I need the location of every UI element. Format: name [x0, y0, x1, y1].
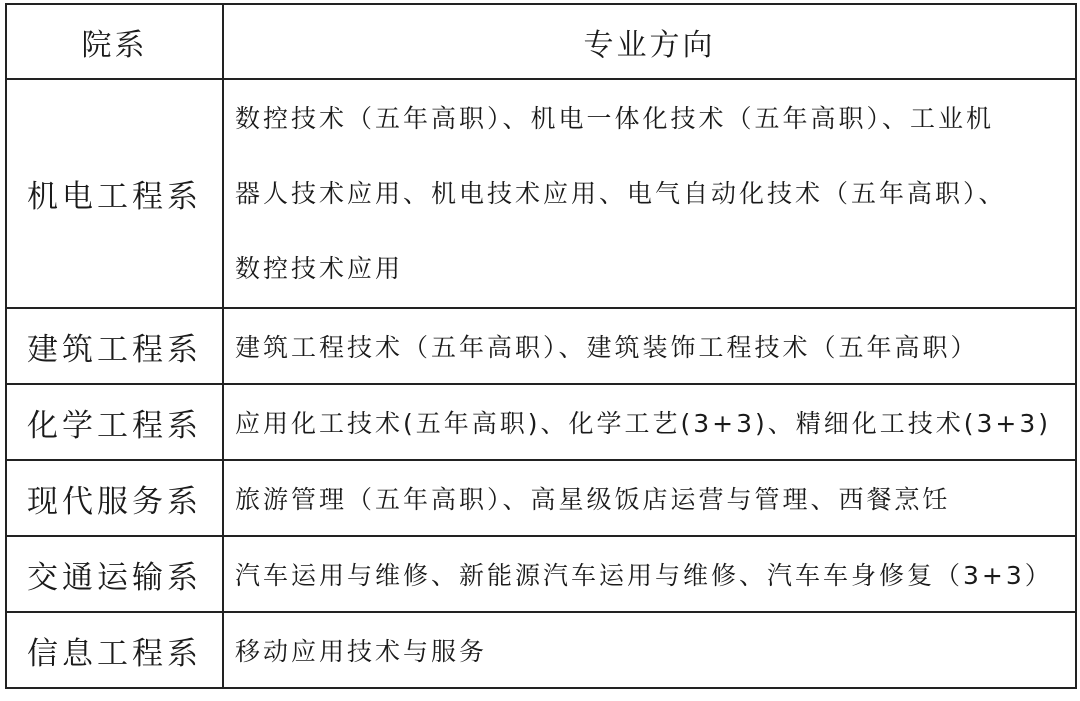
table-row: [6, 308, 1076, 384]
majors-cell: [223, 79, 1076, 308]
majors-cell: 汽车运用与维修、新能源汽车运用与维修、汽车车身修复（3+3）: [223, 536, 1076, 612]
majors-table: [5, 3, 1077, 689]
majors-line: 数控技术（五年高职）、机电一体化技术（五年高职）、工业机: [235, 104, 995, 133]
majors-cell: 旅游管理（五年高职）、高星级饭店运营与管理、西餐烹饪: [223, 460, 1076, 536]
majors-cell: 移动应用技术与服务: [223, 612, 1076, 688]
department-cell: 机电工程系: [6, 79, 223, 308]
majors-table-container: [5, 3, 1075, 689]
header-majors: 专业方向: [223, 4, 1076, 79]
table-row: [6, 460, 1076, 536]
majors-line: 器人技术应用、机电技术应用、电气自动化技术（五年高职）、: [235, 179, 1007, 208]
table-row: [6, 612, 1076, 688]
table-row: [6, 384, 1076, 460]
department-cell: 交通运输系: [6, 536, 223, 612]
majors-cell: 建筑工程技术（五年高职）、建筑装饰工程技术（五年高职）: [223, 308, 1076, 384]
department-cell: 化学工程系: [6, 384, 223, 460]
majors-line: 数控技术应用: [235, 254, 404, 283]
department-cell: 现代服务系: [6, 460, 223, 536]
table-row: [6, 536, 1076, 612]
table-row: [6, 79, 1076, 308]
majors-cell: 应用化工技术(五年高职)、化学工艺(3+3)、精细化工技术(3+3): [223, 384, 1076, 460]
department-cell: 信息工程系: [6, 612, 223, 688]
header-department: 院系: [6, 4, 223, 79]
table-header-row: [6, 4, 1076, 79]
department-cell: 建筑工程系: [6, 308, 223, 384]
